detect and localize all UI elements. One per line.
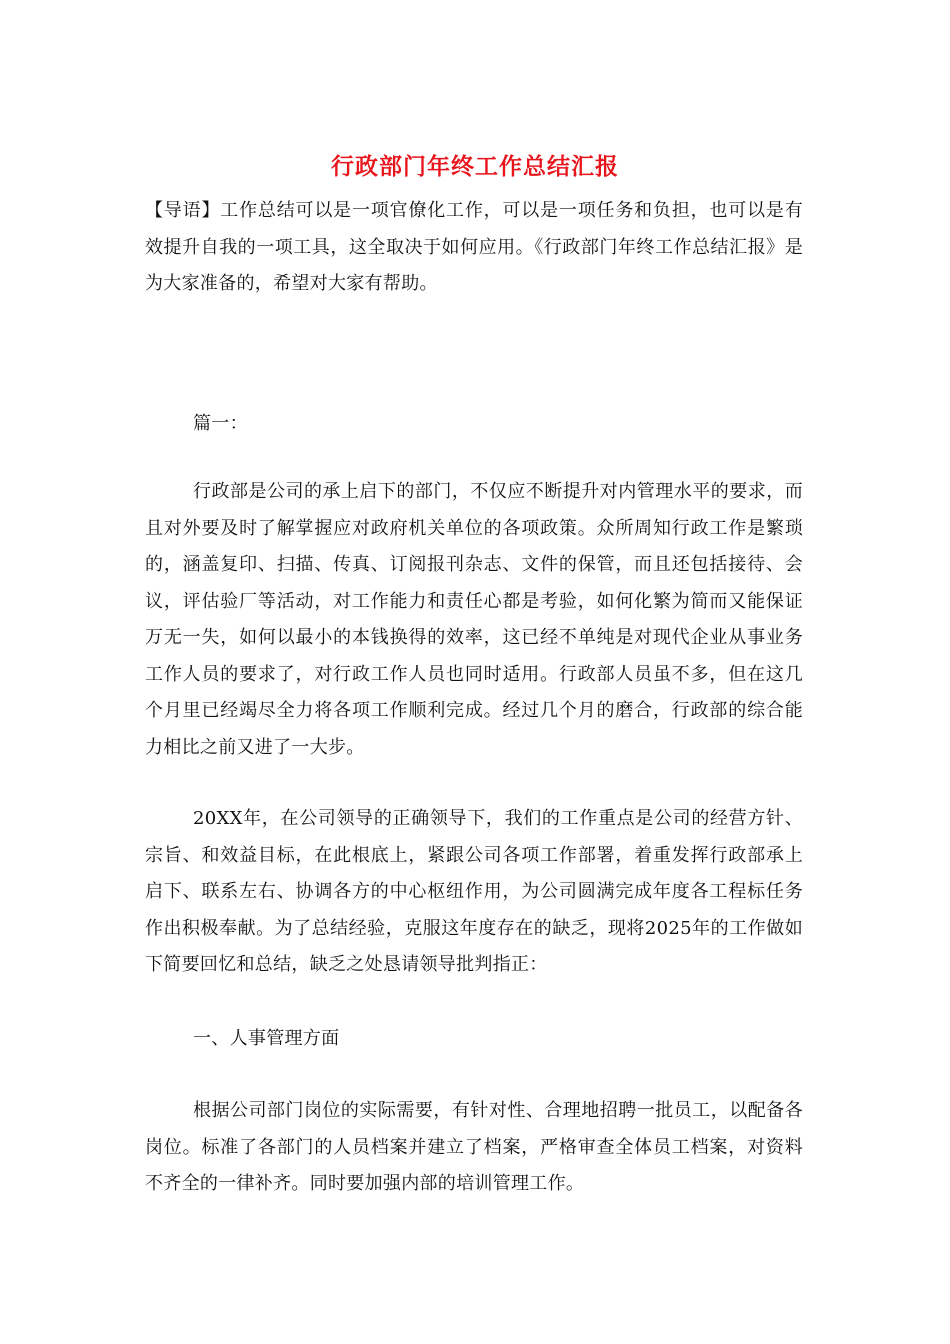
lead-label: 【导语】 bbox=[145, 200, 221, 221]
lead-paragraph bbox=[145, 193, 803, 303]
section-heading-personnel: 一、人事管理方面 bbox=[193, 1028, 340, 1049]
document-title: 行政部门年终工作总结汇报 bbox=[331, 153, 619, 180]
body-paragraph-3: 根据公司部门岗位的实际需要，有针对性、合理地招聘一批员工，以配备各岗位。标准了各部门的人员档案并建立了档案，严格审查全体员工档案，对资料不齐全的一律补齐。同时要加强内部的培训管理工作。 bbox=[145, 1100, 803, 1194]
body-paragraph-1: 行政部是公司的承上启下的部门，不仅应不断提升对内管理水平的要求，而且对外要及时了解掌握应对政府机关单位的各项政策。众所周知行政工作是繁琐的，涵盖复印、扫描、传真、订阅报刊杂志、文件的保管，而且还包括接待、会议，评估验厂等活动，对工作能力和责任心都是考验，如何化繁为简而又能保证万无一失，如何以最小的本钱换得的效率，这已经不单纯是对现代企业从事业务工作人员的要求了，对行政工作人员也同时适用。行政部人员虽不多，但在这几个月里已经竭尽全力将各项工作顺利完成。经过几个月的磨合，行政部的综合能力相比之前又进了一大步。 bbox=[145, 481, 803, 758]
lead-text: 工作总结可以是一项官僚化工作，可以是一项任务和负担，也可以是有效提升自我的一项工具，这全取决于如何应用。《行政部门年终工作总结汇报》是为大家准备的，希望对大家有帮助。 bbox=[145, 200, 804, 294]
section-label: 篇一： bbox=[193, 413, 248, 434]
body-paragraph-2: 20XX年，在公司领导的正确领导下，我们的工作重点是公司的经营方针、宗旨、和效益目标，在此根底上，紧跟公司各项工作部署，着重发挥行政部承上启下、联系左右、协调各方的中心枢纽作用，为公司圆满完成年度各工程标任务作出积极奉献。为了总结经验，克服这年度存在的缺乏，现将2025年的工作做如下简要回忆和总结，缺乏之处恳请领导批判指正： bbox=[145, 808, 803, 975]
